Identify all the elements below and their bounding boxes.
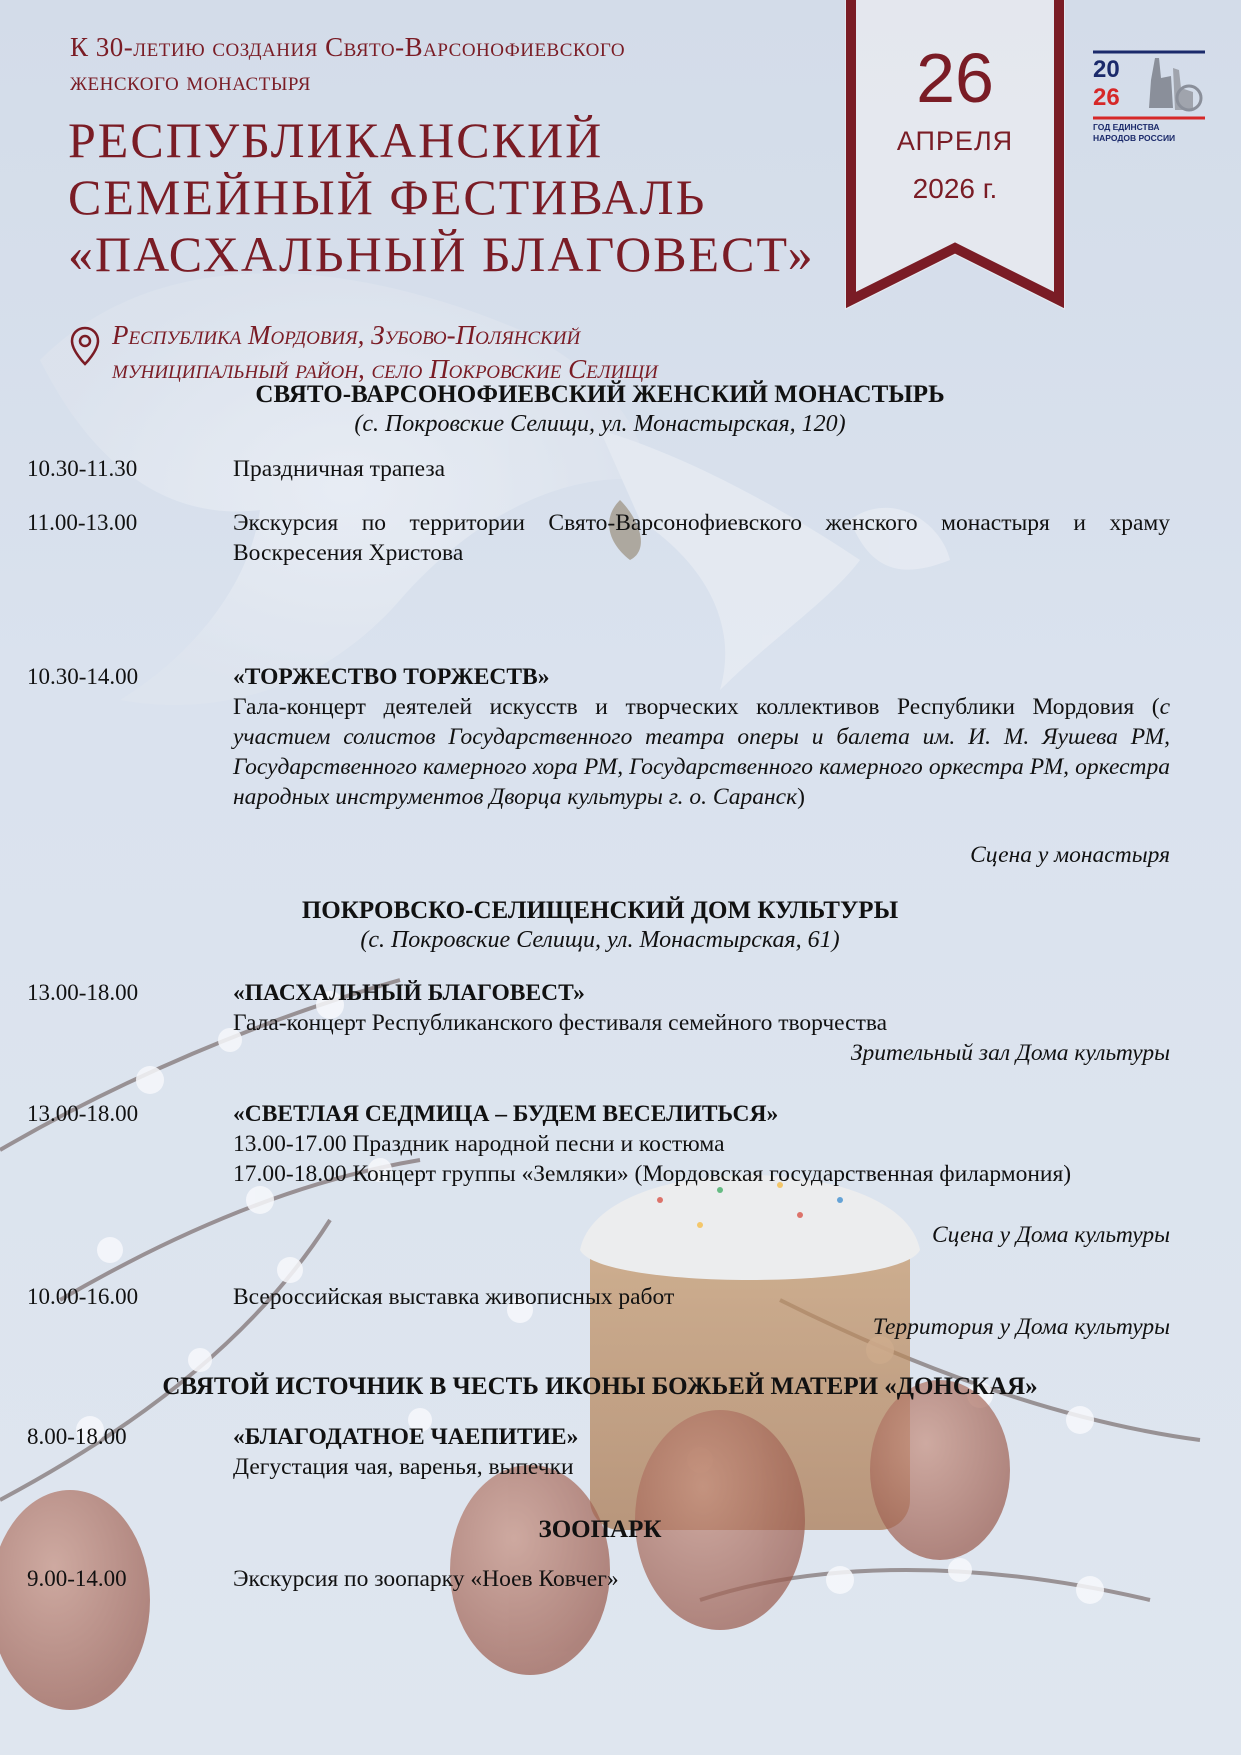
date-day: 26: [916, 39, 994, 117]
section-title-spring: СВЯТОЙ ИСТОЧНИК В ЧЕСТЬ ИКОНЫ БОЖЬЕЙ МАТЕРИ «ДОНСКАЯ»: [162, 1373, 1038, 1400]
event-description: [233, 1422, 1170, 1482]
section-title-house-of-culture: ПОКРОВСКО-СЕЛИЩЕНСКИЙ ДОМ КУЛЬТУРЫ: [301, 897, 899, 924]
event-description: [233, 1099, 1170, 1189]
event-time: 10.30-14.00: [27, 664, 139, 689]
section-address-monastery: (с. Покровские Селищи, ул. Монастырская, 120): [354, 411, 846, 437]
year-of-unity-logo: [1093, 48, 1205, 154]
event-text: Экскурсия по территории Свято-Варсонофиевского женского монастыря и храму Воскресения Христова: [233, 510, 1170, 566]
event-time: 10.30-11.30: [27, 456, 138, 481]
event-time: 10.00-16.00: [27, 1284, 139, 1309]
logo-year-bottom: 26: [1093, 84, 1120, 111]
location-pin-icon: [70, 326, 100, 366]
event-description: [233, 508, 1170, 568]
date-month: АПРЕЛЯ: [896, 126, 1014, 156]
event-venue: Сцена у монастыря: [970, 842, 1170, 868]
event-description: [233, 1282, 1170, 1312]
subtitle-line: женского монастыря: [70, 66, 311, 96]
event-text: Праздничная трапеза: [233, 456, 446, 482]
title-line: РЕСПУБЛИКАНСКИЙ: [68, 112, 604, 168]
event-name: «ТОРЖЕСТВО ТОРЖЕСТВ»: [233, 664, 550, 690]
date-year: 2026 г.: [912, 173, 998, 204]
event-venue: Территория у Дома культуры: [872, 1314, 1170, 1340]
event-line: 17.00-18.00 Концерт группы «Земляки» (Мордовская государственная филармония): [233, 1161, 1072, 1187]
event-text-plain: Гала-концерт деятелей искусств и творческих коллективов Республики Мордовия (: [233, 694, 1160, 720]
event-description: [233, 978, 1170, 1038]
event-description: [233, 662, 1170, 812]
event-line: 13.00-17.00 Праздник народной песни и костюма: [233, 1131, 725, 1157]
title-line: «ПАСХАЛЬНЫЙ БЛАГОВЕСТ»: [68, 226, 815, 282]
event-time: 13.00-18.00: [27, 980, 139, 1005]
section-title-monastery: СВЯТО-ВАРСОНОФИЕВСКИЙ ЖЕНСКИЙ МОНАСТЫРЬ: [255, 381, 945, 408]
location-line: муниципальный район, село Покровские Селищи: [112, 354, 658, 384]
event-time: 8.00-18.00: [27, 1424, 127, 1449]
festival-title: [68, 112, 848, 283]
logo-caption: ГОД ЕДИНСТВА НАРОДОВ РОССИИ: [1093, 122, 1176, 143]
event-time: 11.00-13.00: [27, 510, 138, 535]
event-text: [233, 692, 1170, 812]
event-name: «СВЕТЛАЯ СЕДМИЦА – БУДЕМ ВЕСЕЛИТЬСЯ»: [233, 1101, 779, 1127]
event-text: Экскурсия по зоопарку «Ноев Ковчег»: [233, 1566, 619, 1592]
event-name: «БЛАГОДАТНОЕ ЧАЕПИТИЕ»: [233, 1424, 579, 1450]
event-text: Гала-концерт Республиканского фестиваля семейного творчества: [233, 1010, 888, 1036]
section-address-house-of-culture: (с. Покровские Селищи, ул. Монастырская, 61): [360, 927, 840, 953]
anniversary-subtitle: [70, 30, 830, 98]
event-description: [233, 1564, 1170, 1594]
event-name: «ПАСХАЛЬНЫЙ БЛАГОВЕСТ»: [233, 980, 585, 1006]
event-venue: Зрительный зал Дома культуры: [850, 1040, 1170, 1066]
section-title-zoo: ЗООПАРК: [538, 1516, 662, 1543]
subtitle-line: К 30-летию создания Свято-Варсонофиевского: [70, 32, 626, 62]
event-text-italic: с участием солистов Государственного театра оперы и балета им. И. М. Яушева РМ, Государственного камерного хора РМ, Государственного камерного оркестра РМ, оркестра народных инструментов Дворца культуры г. о. Саранск: [233, 694, 1170, 810]
title-line: СЕМЕЙНЫЙ ФЕСТИВАЛЬ: [68, 169, 707, 225]
event-time: 9.00-14.00: [27, 1566, 127, 1591]
event-venue: Сцена у Дома культуры: [931, 1222, 1170, 1248]
event-text-close: ): [797, 784, 805, 810]
location-line: Республика Мордовия, Зубово-Полянский: [112, 320, 581, 350]
location-text: [112, 318, 852, 386]
event-text: Дегустация чая, варенья, выпечки: [233, 1454, 574, 1480]
event-text: Всероссийская выставка живописных работ: [233, 1284, 675, 1310]
event-time: 13.00-18.00: [27, 1101, 139, 1126]
event-description: [233, 454, 1170, 484]
logo-year-top: 20: [1093, 56, 1120, 83]
